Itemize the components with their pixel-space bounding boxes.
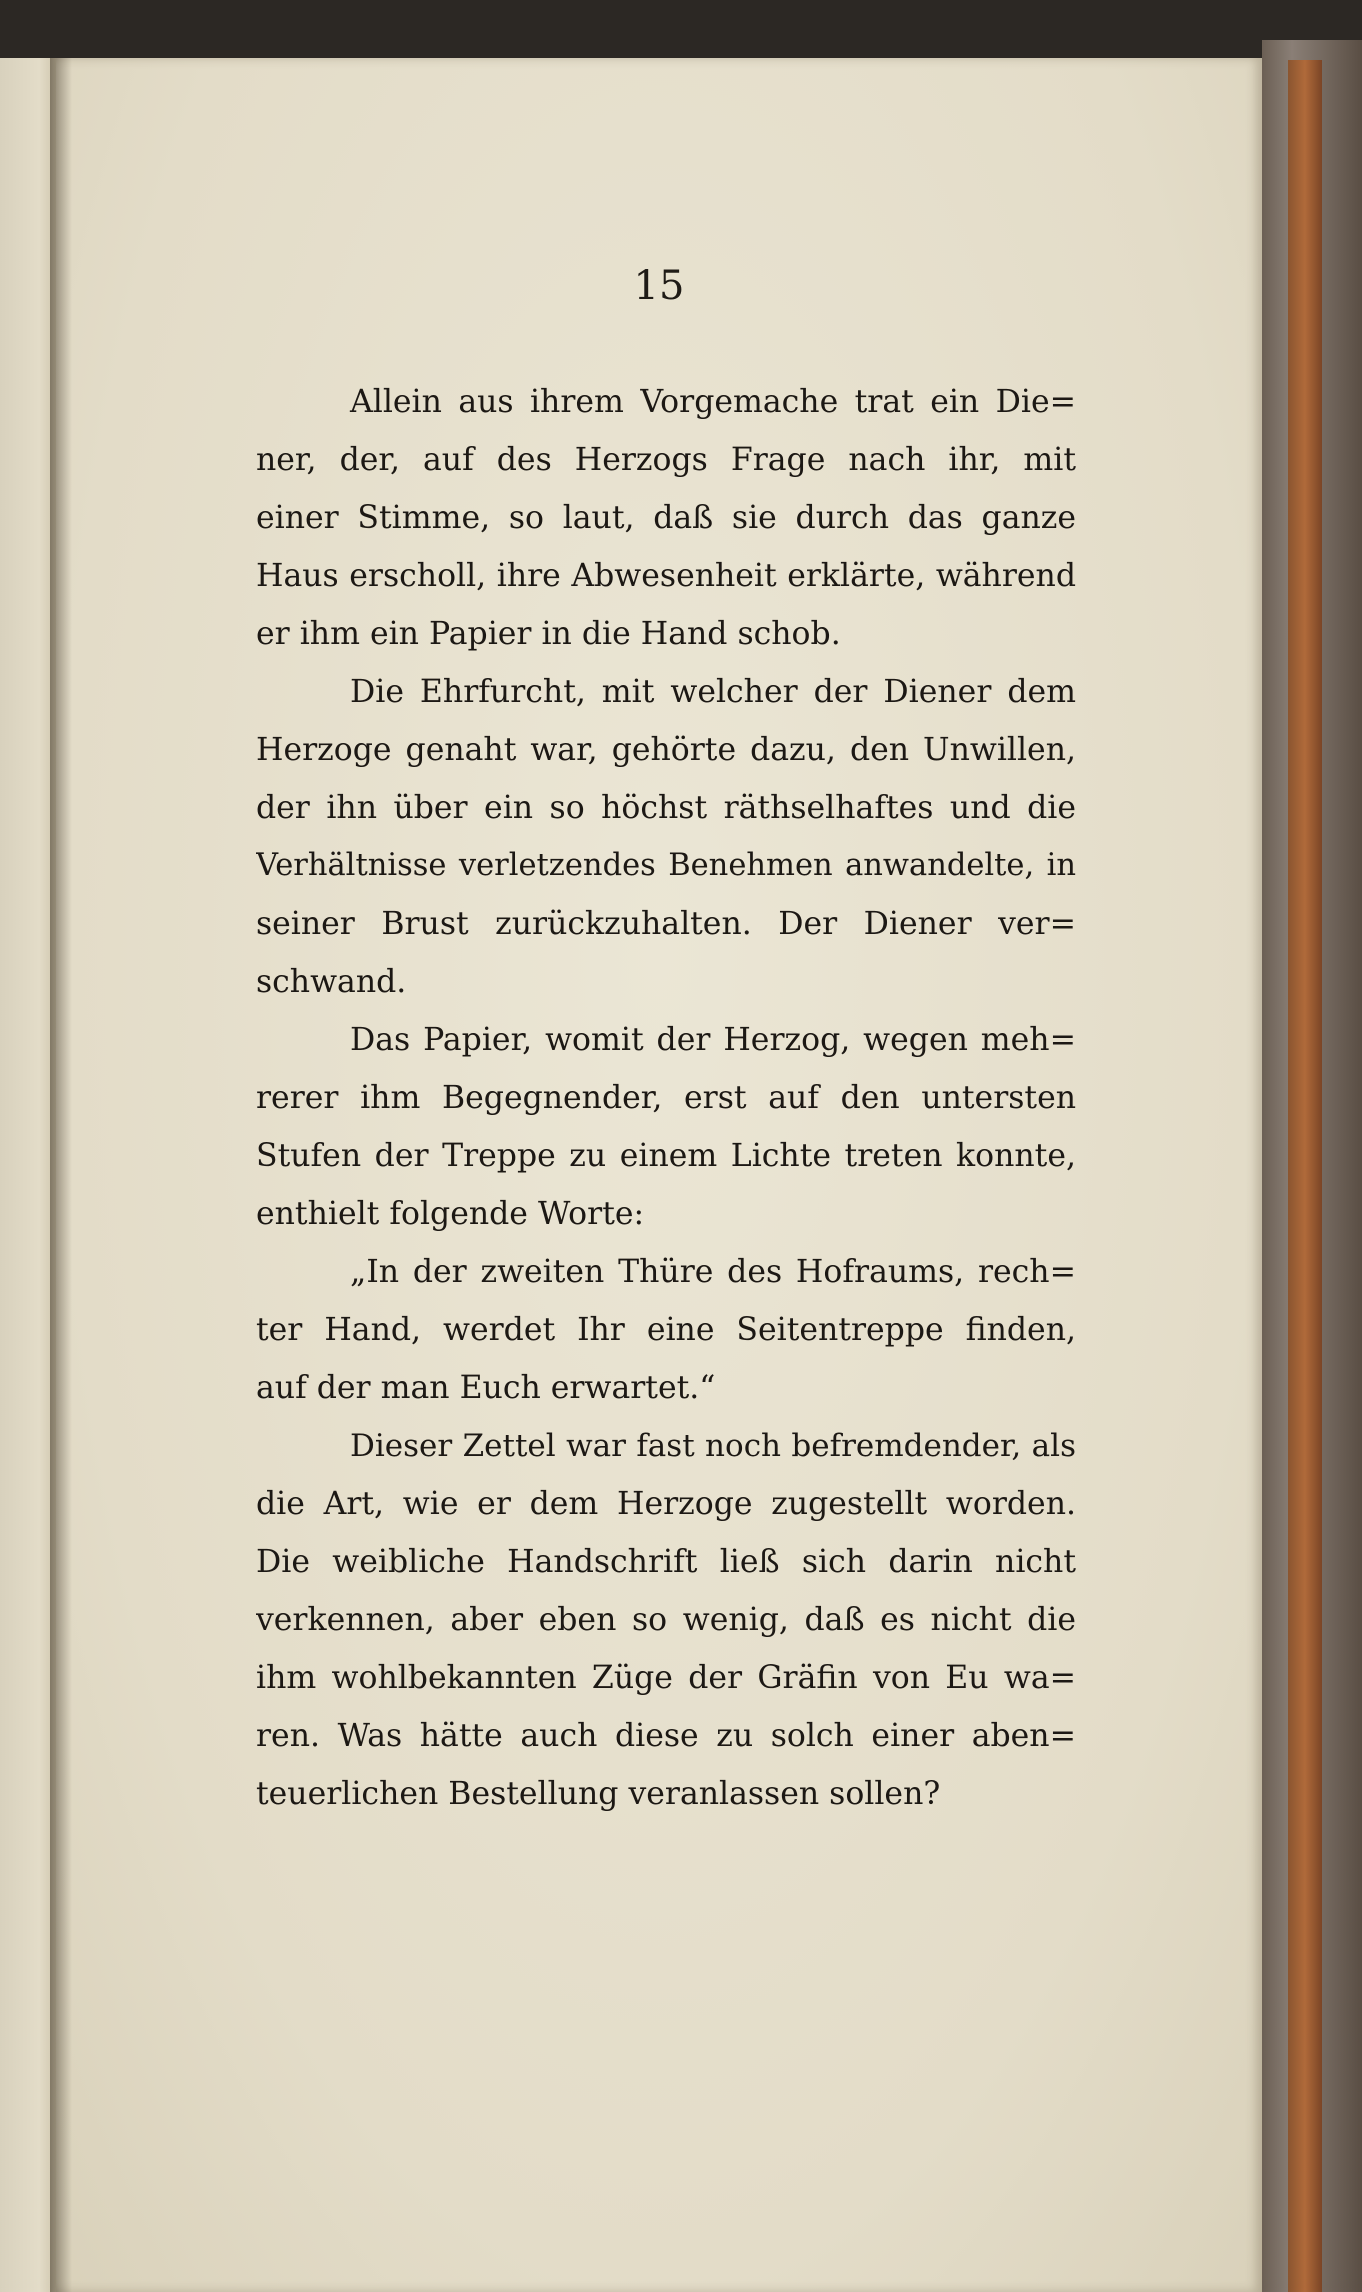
text-line: Allein aus ihrem Vorgemache trat ein Die= — [350, 384, 1076, 420]
text-line: „In der zweiten Thüre des Hofraums, rech= — [350, 1254, 1076, 1290]
text-line: schwand. — [256, 964, 407, 1000]
page-text — [256, 373, 1076, 1823]
text-line: Haus erscholl, ihre Abwesenheit erklärte, während — [256, 558, 1076, 594]
text-line: Stufen der Treppe zu einem Lichte treten konnte, — [256, 1138, 1076, 1174]
text-line: ren. Was hätte auch diese zu solch einer aben= — [256, 1718, 1076, 1754]
text-line: ihm wohlbekannten Züge der Gräfin von Eu wa= — [256, 1660, 1076, 1696]
text-line: Die Ehrfurcht, mit welcher der Diener dem — [350, 674, 1076, 710]
page-number: 15 — [633, 263, 685, 309]
text-line: ner, der, auf des Herzogs Frage nach ihr, mit — [256, 442, 1076, 478]
text-line: teuerlichen Bestellung veranlassen sollen? — [256, 1776, 941, 1812]
text-line: Das Papier, womit der Herzog, wegen meh= — [350, 1022, 1076, 1058]
text-line: Dieser Zettel war fast noch befremdender, als — [350, 1428, 1076, 1464]
facing-page-edge — [0, 58, 56, 2292]
text-line: die Art, wie er dem Herzoge zugestellt worden. — [256, 1486, 1076, 1522]
book-page — [56, 58, 1262, 2292]
text-line: er ihm ein Papier in die Hand schob. — [256, 616, 841, 652]
book-cover-binding — [1288, 60, 1322, 2292]
text-line: seiner Brust zurückzuhalten. Der Diener ver= — [256, 906, 1076, 942]
text-line: verkennen, aber eben so wenig, daß es nicht die — [256, 1602, 1076, 1638]
text-line: auf der man Euch erwartet.“ — [256, 1370, 716, 1406]
text-line: enthielt folgende Worte: — [256, 1196, 645, 1232]
gutter-shadow — [50, 58, 72, 2292]
text-line: Verhältnisse verletzendes Benehmen anwandelte, in — [256, 848, 1076, 883]
text-line: Herzoge genaht war, gehörte dazu, den Unwillen, — [256, 732, 1076, 768]
text-line: Die weibliche Handschrift ließ sich darin nicht — [256, 1544, 1076, 1580]
text-line: einer Stimme, so laut, daß sie durch das ganze — [256, 500, 1076, 536]
text-line: rerer ihm Begegnender, erst auf den untersten — [256, 1080, 1076, 1116]
text-line: der ihn über ein so höchst räthselhaftes und die — [256, 790, 1076, 826]
text-line: ter Hand, werdet Ihr eine Seitentreppe finden, — [256, 1312, 1076, 1348]
